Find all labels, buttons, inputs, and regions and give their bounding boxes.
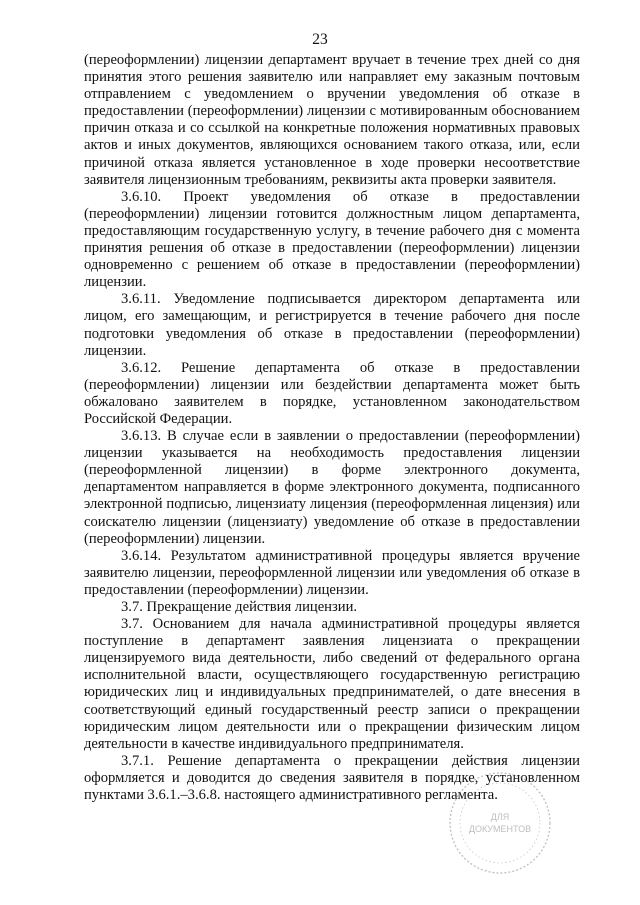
stamp-text-line-1: ДЛЯ (490, 812, 510, 822)
paragraph-continuation: (переоформлении) лицензии департамент вручает в течение трех дней со дня принятия этого решения заявителю или направляет ему заказным почтовым отправлением с уведомлением о вручении уведомления об отказе в предоставлении (переоформлении) лицензии с мотивированным обоснованием причин отказа и со ссылкой на конкретные положения нормативных правовых актов и иных документов, являющихся основанием такого отказа, или, если причиной отказа является установленное в ходе проверки несоответствие заявителя лицензионным требованиям, реквизиты акта проверки заявителя. (84, 52, 580, 188)
document-body (84, 52, 580, 804)
document-stamp-seal (445, 768, 555, 878)
paragraph-3-6-10: 3.6.10. Проект уведомления об отказе в предоставлении (переоформлении) лицензии готовится должностным лицом департамента, предоставляющим государственную услугу, в течение рабочего дня с момента принятия решения об отказе в предоставлении (переоформлении) лицензии одновременно с решением об отказе в предоставлении (переоформлении) лицензии. (84, 188, 580, 291)
stamp-text-line-2: ДОКУМЕНТОВ (468, 824, 532, 834)
paragraph-3-6-13: 3.6.13. В случае если в заявлении о предоставлении (переоформлении) лицензии указывается на необходимость предоставления лицензии (переоформленной лицензии) в форме электронного документа, департаментом направляется в форме электронного документа, подписанного электронной подписью, лицензиату лицензия (переоформленная лицензия) или соискателю лицензии (лицензиату) уведомление об отказе в предоставлении (переоформлении) лицензии. (84, 428, 580, 547)
paragraph-3-6-11: 3.6.11. Уведомление подписывается директором департамента или лицом, его замещающим, и регистрируется в течение рабочего дня после подготовки уведомления об отказе в предоставлении (переоформлении) лицензии. (84, 291, 580, 359)
page-number: 23 (312, 31, 328, 48)
section-heading-3-7: 3.7. Прекращение действия лицензии. (121, 599, 358, 615)
paragraph-3-6-12: 3.6.12. Решение департамента об отказе в предоставлении (переоформлении) лицензии или бездействии департамента может быть обжаловано заявителем в порядке, установленном законодательством Российской Федерации. (84, 359, 580, 427)
paragraph-3-6-14: 3.6.14. Результатом административной процедуры является вручение заявителю лицензии, переоформленной лицензии или уведомления об отказе в предоставлении (переоформлении) лицензии. (84, 547, 580, 598)
paragraph-3-7: 3.7. Основанием для начала административной процедуры является поступление в департамент заявления лицензиата о прекращении лицензируемого вида деятельности, либо сведений от федерального органа исполнительной власти, осуществляющего государственную регистрацию юридических лиц и индивидуальных предпринимателей, о дате внесения в соответствующий единый государственный реестр записи о прекращении юридическим лицом деятельности или о прекращении физическим лицом деятельности в качестве индивидуального предпринимателя. (84, 616, 580, 752)
stamp-seal-icon (445, 768, 555, 878)
paragraph-3-7-1: 3.7.1. Решение департамента о прекращении действия лицензии оформляется и доводится до сведения заявителя в порядке, установленном пунктами 3.6.1.–3.6.8. настоящего административного регламента. (84, 752, 580, 804)
